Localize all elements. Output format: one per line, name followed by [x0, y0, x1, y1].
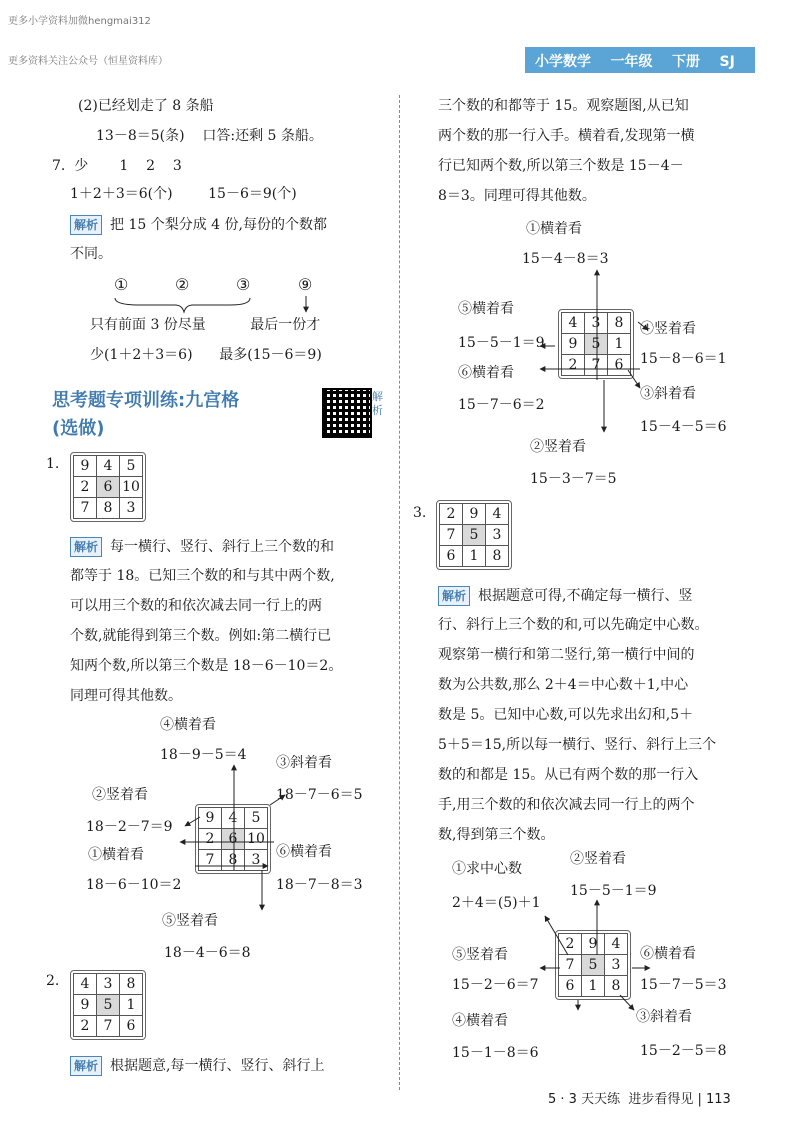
cell: 4	[74, 974, 97, 995]
cell: 7	[199, 850, 222, 871]
cell: 4	[222, 808, 245, 829]
text-line: 根据题意,每一横行、竖行、斜行上	[110, 1058, 325, 1074]
diagram-label: ④横着看	[160, 717, 216, 733]
text-line: (2)已经划走了 8 条船	[78, 98, 214, 114]
cell: 9	[74, 995, 97, 1016]
cell: 3	[97, 974, 120, 995]
text-line: 三个数的和都等于 15。观察题图,从已知	[438, 98, 689, 114]
diagram-label: 15－7－6＝2	[458, 397, 545, 413]
text-line: 都等于 18。已知三个数的和与其中两个数,	[70, 568, 335, 584]
footer-page-label: 5 · 3 天天练 进步看得见 | 113	[548, 1092, 731, 1107]
diagram-label: 15－2－6＝7	[452, 977, 539, 993]
circled-number: ⑨	[298, 275, 313, 294]
text-line: 手,用三个数的和依次减去同一行上的两个	[438, 797, 695, 813]
text-line: 5＋5＝15,所以每一横行、竖行、斜行上三个	[438, 737, 717, 753]
section-subtitle: (选做)	[52, 418, 105, 439]
cell: 9	[582, 934, 605, 955]
diagram-label: 18－4－6＝8	[164, 945, 251, 961]
text-line: 7. 少 1 2 3	[52, 158, 182, 174]
diagram-label: ②竖着看	[530, 439, 586, 455]
diagram-label: ⑤竖着看	[452, 947, 508, 963]
cell: 5	[582, 955, 605, 976]
diagram-label: 15－5－1＝9	[458, 335, 545, 351]
diagram-label: 15－8－6＝1	[640, 351, 727, 367]
analysis-tag: 解析	[70, 215, 102, 235]
watermark-line-2: 更多资料关注公众号（恒星资料库）	[8, 56, 168, 67]
text-line: 数的和都是 15。从已有两个数的那一行入	[438, 767, 699, 783]
question-number: 1.	[46, 456, 60, 472]
cell: 1	[120, 995, 143, 1016]
text-line: 1＋2＋3＝6(个) 15－6＝9(个)	[70, 186, 297, 202]
cell: 6	[608, 355, 631, 376]
cell: 9	[463, 504, 486, 525]
diagram-label: ③斜着看	[276, 755, 332, 771]
text-line: 不同。	[70, 246, 112, 262]
cell: 5	[463, 525, 486, 546]
text-line: 13－8＝5(条) 口答:还剩 5 条船。	[96, 128, 323, 144]
cell: 9	[199, 808, 222, 829]
cell: 2	[74, 1016, 97, 1037]
cell: 3	[486, 525, 509, 546]
cell: 4	[486, 504, 509, 525]
cell: 3	[245, 850, 268, 871]
cell: 5	[245, 808, 268, 829]
cell: 8	[97, 498, 120, 519]
diagram-label: ③斜着看	[636, 1009, 692, 1025]
diagram-label: 18－6－10＝2	[86, 877, 182, 893]
diagram-label: 18－7－8＝3	[276, 877, 363, 893]
diagram-label: ②竖着看	[570, 851, 626, 867]
cell: 8	[605, 976, 628, 997]
cell: 1	[608, 334, 631, 355]
cell: 7	[74, 498, 97, 519]
diagram-label: 15－2－5＝8	[640, 1043, 727, 1059]
cell: 6	[120, 1016, 143, 1037]
cell: 4	[97, 456, 120, 477]
text-line: 知两个数,所以第三个数是 18－6－10＝2。	[70, 658, 343, 674]
question-number: 3.	[413, 505, 427, 521]
circled-number: ③	[236, 275, 251, 294]
diagram-label: ⑤横着看	[458, 301, 514, 317]
diagram-label: 15－5－1＝9	[570, 883, 657, 899]
text-line: 少(1＋2＋3＝6) 最多(15－6＝9)	[90, 347, 322, 363]
cell: 8	[608, 313, 631, 334]
brace-line	[115, 298, 250, 312]
cell: 8	[120, 974, 143, 995]
text-line: 8＝3。同理可得其他数。	[438, 188, 596, 204]
text-line: 根据题意可得,不确定每一横行、竖	[478, 588, 693, 604]
diagram-label: ⑥横着看	[276, 844, 332, 860]
cell: 5	[97, 995, 120, 1016]
text-line: 行已知两个数,所以第三个数是 15－4－	[438, 158, 684, 174]
text-line: 数,得到第三个数。	[438, 827, 555, 843]
diagram-label: ⑥横着看	[640, 946, 696, 962]
arrow-line	[628, 370, 640, 388]
section-title: 思考题专项训练:九宫格	[52, 390, 240, 411]
diagram-label: ①横着看	[88, 847, 144, 863]
text-line: 观察第一横行和第二竖行,第一横行中间的	[438, 647, 695, 663]
text-line: 数是 5。已知中心数,可以先求出幻和,5＋	[438, 707, 694, 723]
cell: 6	[440, 546, 463, 567]
cell: 4	[562, 313, 585, 334]
cell: 6	[559, 976, 582, 997]
cell: 2	[559, 934, 582, 955]
cell: 7	[559, 955, 582, 976]
arrow-line	[185, 817, 200, 826]
diagram-label: 18－7－6＝5	[276, 787, 363, 803]
cell: 3	[605, 955, 628, 976]
cell: 1	[463, 546, 486, 567]
diagram-label: 15－4－8＝3	[522, 251, 609, 267]
cell: 2	[199, 829, 222, 850]
text-line: 同理可得其他数。	[70, 688, 182, 704]
analysis-tag: 解析	[70, 537, 102, 557]
cell: 2	[74, 477, 97, 498]
cell: 7	[585, 355, 608, 376]
text-line: 可以用三个数的和依次减去同一行上的两	[70, 598, 322, 614]
diagram-label: 15－7－5＝3	[640, 977, 727, 993]
analysis-tag: 解析	[70, 1056, 102, 1076]
header-label: 小学数学 一年级 下册 SJ	[535, 54, 735, 70]
cell: 6	[97, 477, 120, 498]
cell: 1	[582, 976, 605, 997]
diagram-label: 18－2－7＝9	[86, 819, 173, 835]
arrow-line	[270, 795, 285, 805]
text-line: 两个数的那一行入手。横着看,发现第一横	[438, 128, 695, 144]
cell: 10	[120, 477, 143, 498]
qr-label: 解析	[372, 390, 383, 417]
circled-number: ②	[175, 275, 190, 294]
text-line: 把 15 个梨分成 4 份,每份的个数都	[110, 217, 327, 233]
arrow-line	[620, 995, 634, 1010]
cell: 3	[585, 313, 608, 334]
diagram-label: ⑥横着看	[458, 365, 514, 381]
diagram-label: ⑤竖着看	[162, 913, 218, 929]
text-line: 个数,就能得到第三个数。例如:第二横行已	[70, 628, 332, 644]
diagram-label: ④竖着看	[640, 321, 696, 337]
cell: 2	[440, 504, 463, 525]
cell: 5	[120, 456, 143, 477]
text-line: 行、斜行上三个数的和,可以先确定中心数。	[438, 617, 709, 633]
text-line: 只有前面 3 份尽量 最后一份才	[90, 317, 321, 333]
question-number: 2.	[46, 973, 60, 989]
diagram-label: 15－3－7＝5	[530, 471, 617, 487]
circled-number: ①	[114, 275, 129, 294]
diagram-label: 2＋4＝(5)＋1	[452, 895, 541, 911]
cell: 7	[97, 1016, 120, 1037]
diagram-label: ②竖着看	[92, 787, 148, 803]
cell: 4	[605, 934, 628, 955]
arrow-line	[638, 322, 648, 330]
diagram-label: 18－9－5＝4	[160, 747, 247, 763]
diagram-label: ④横着看	[452, 1013, 508, 1029]
analysis-tag: 解析	[438, 586, 470, 606]
arrow-line	[545, 916, 568, 955]
cell: 5	[585, 334, 608, 355]
cell: 3	[120, 498, 143, 519]
diagram-label: ①横着看	[526, 221, 582, 237]
cell: 2	[562, 355, 585, 376]
diagram-label: 15－1－8＝6	[452, 1045, 539, 1061]
cell: 6	[222, 829, 245, 850]
text-line: 数为公共数,那么 2＋4＝中心数＋1,中心	[438, 677, 689, 693]
cell: 7	[440, 525, 463, 546]
text-line: 每一横行、竖行、斜行上三个数的和	[110, 539, 335, 555]
cell: 10	[245, 829, 268, 850]
cell: 9	[74, 456, 97, 477]
diagram-label: ①求中心数	[452, 861, 522, 877]
cell: 8	[222, 850, 245, 871]
diagram-label: 15－4－5＝6	[640, 419, 727, 435]
cell: 9	[562, 334, 585, 355]
cell: 8	[486, 546, 509, 567]
watermark-line-1: 更多小学资料加微hengmai312	[8, 16, 151, 27]
diagram-label: ③斜着看	[640, 386, 696, 402]
